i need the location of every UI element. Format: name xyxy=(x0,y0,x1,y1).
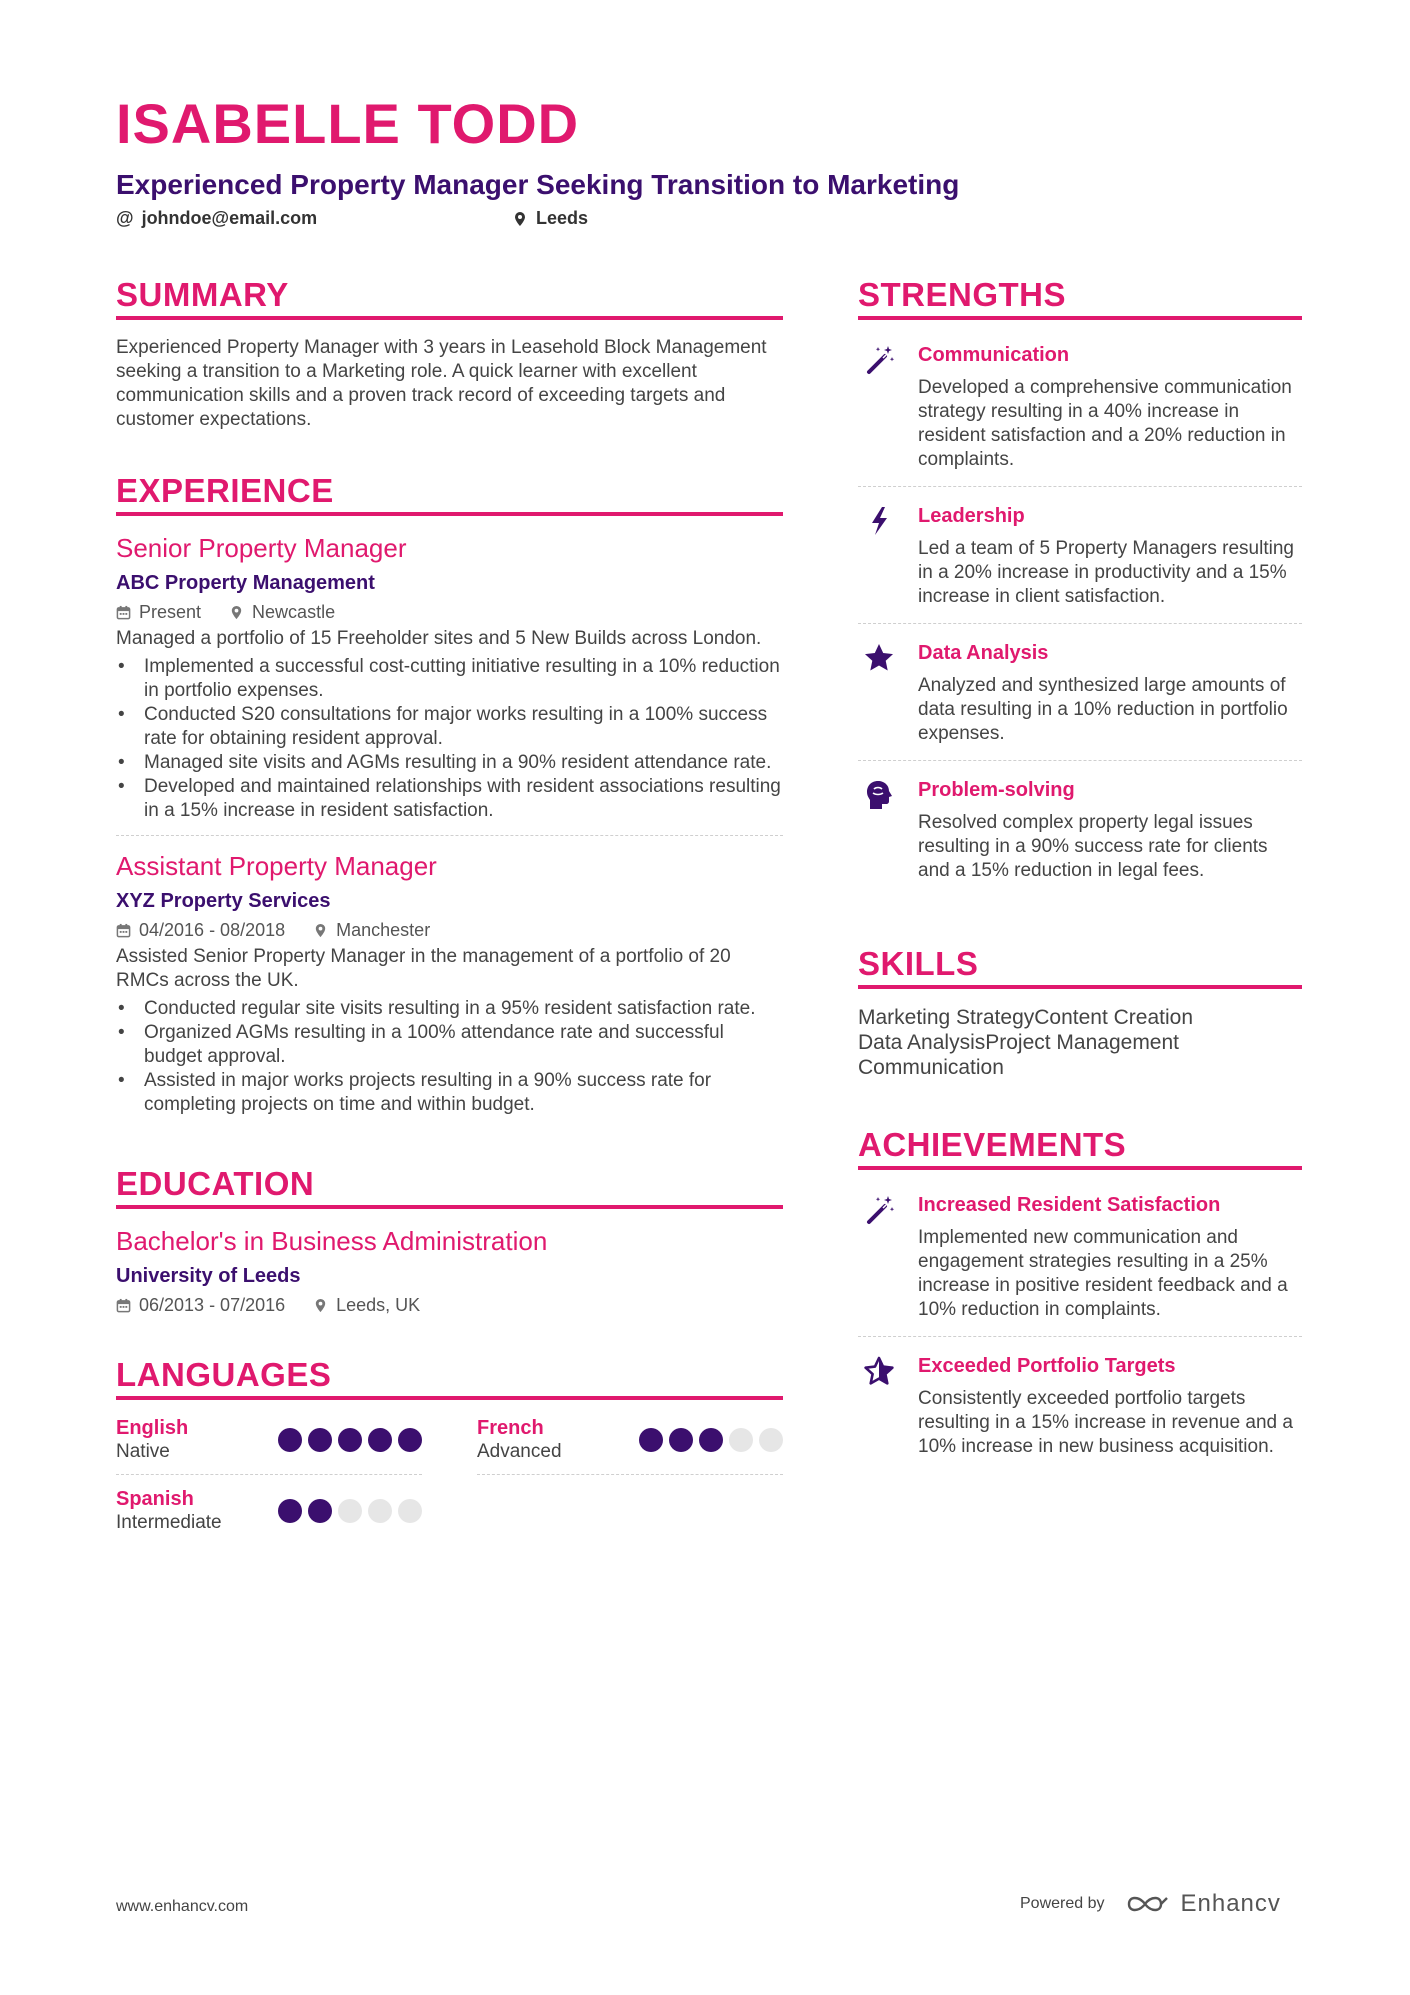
email-text: johndoe@email.com xyxy=(141,208,318,228)
rating-dot-empty xyxy=(398,1499,422,1523)
footer-branding xyxy=(1020,1890,1281,1918)
language-level: Native xyxy=(116,1440,170,1462)
experience-heading: EXPERIENCE xyxy=(116,472,783,516)
bullet-item: • Assisted in major works projects resulting in a 90% success rate for completing projects on time and within budget. xyxy=(116,1069,783,1117)
education-location-text: Leeds, UK xyxy=(336,1294,421,1315)
job-location xyxy=(313,920,430,941)
job-location-text: Newcastle xyxy=(252,601,336,622)
brand-logo[interactable] xyxy=(1125,1890,1281,1918)
job-description: Assisted Senior Property Manager in the management of a portfolio of 20 RMCs across the UK. xyxy=(116,945,731,991)
languages-heading: LANGUAGES xyxy=(116,1356,783,1400)
head-brain-icon xyxy=(863,779,895,811)
language-name: French xyxy=(477,1416,544,1439)
calendar-icon xyxy=(116,605,131,620)
skills-section xyxy=(858,945,1302,1080)
school-name: University of Leeds xyxy=(116,1264,301,1287)
at-icon: @ xyxy=(116,208,134,228)
education-dates-text: 06/2013 - 07/2016 xyxy=(139,1294,286,1315)
job-entry xyxy=(116,835,783,1129)
rating-dot-empty xyxy=(759,1428,783,1452)
language-item xyxy=(116,1487,422,1545)
brand-name: Enhancv xyxy=(1180,1890,1281,1917)
map-pin-icon xyxy=(313,1298,328,1313)
rating-dot-filled xyxy=(368,1428,392,1452)
degree-title: Bachelor's in Business Administration xyxy=(116,1225,548,1256)
strength-title: Data Analysis xyxy=(918,641,1049,664)
skills-line: Communication xyxy=(858,1055,1004,1079)
job-location xyxy=(229,602,335,623)
strength-item xyxy=(858,634,1302,761)
rating-dot-filled xyxy=(278,1428,302,1452)
achievements-heading: ACHIEVEMENTS xyxy=(858,1126,1302,1170)
bullet-item: • Conducted regular site visits resulting in a 95% resident satisfaction rate. xyxy=(116,997,783,1021)
footer-website[interactable]: www.enhancv.com xyxy=(116,1898,249,1915)
rating-dot-filled xyxy=(699,1428,723,1452)
language-name: English xyxy=(116,1416,189,1439)
map-pin-icon xyxy=(512,211,528,227)
rating-dot-empty xyxy=(729,1428,753,1452)
location-text: Leeds xyxy=(536,208,589,228)
language-level: Intermediate xyxy=(116,1511,222,1533)
language-rating xyxy=(278,1499,422,1523)
calendar-icon xyxy=(116,1298,131,1313)
rating-dot-empty xyxy=(338,1499,362,1523)
strength-title: Leadership xyxy=(918,504,1025,527)
job-bullets xyxy=(116,997,783,1117)
star-icon xyxy=(863,642,895,674)
education-heading: EDUCATION xyxy=(116,1165,783,1209)
skills-heading: SKILLS xyxy=(858,945,1302,989)
strength-item xyxy=(858,497,1302,624)
bullet-item: • Managed site visits and AGMs resulting in a 90% resident attendance rate. xyxy=(116,751,783,775)
calendar-icon xyxy=(116,923,131,938)
job-dates-text: Present xyxy=(139,601,202,622)
company-name: XYZ Property Services xyxy=(116,889,331,912)
strength-title: Communication xyxy=(918,343,1070,366)
education-dates xyxy=(116,1295,285,1316)
rating-dot-empty xyxy=(368,1499,392,1523)
rating-dot-filled xyxy=(398,1428,422,1452)
strength-item xyxy=(858,771,1302,897)
summary-text: Experienced Property Manager with 3 years in Leasehold Block Management seeking a transition to a Marketing role. A quick learner with excellent communication skills and a proven track record of exceeding targets and customer expectations. xyxy=(116,336,767,430)
job-meta xyxy=(116,602,783,623)
rating-dot-filled xyxy=(639,1428,663,1452)
rating-dot-filled xyxy=(278,1499,302,1523)
candidate-name: ISABELLE TODD xyxy=(116,92,580,155)
education-section xyxy=(116,1165,783,1316)
headline: Experienced Property Manager Seeking Transition to Marketing xyxy=(116,169,960,200)
achievement-item xyxy=(858,1347,1302,1473)
job-meta xyxy=(116,920,783,941)
job-title: Senior Property Manager xyxy=(116,532,407,563)
rating-dot-filled xyxy=(308,1428,332,1452)
education-location xyxy=(313,1295,420,1316)
skills-line: Data AnalysisProject Management xyxy=(858,1030,1179,1054)
job-bullets xyxy=(116,655,783,823)
left-column xyxy=(116,276,783,1585)
strength-description: Developed a comprehensive communication strategy resulting in a 40% increase in resident satisfaction and a 20% reduction in complaints. xyxy=(918,376,1292,470)
skills-line: Marketing StrategyContent Creation xyxy=(858,1005,1194,1029)
strength-description: Resolved complex property legal issues resulting in a 90% success rate for clients and a 15% reduction in legal fees. xyxy=(918,811,1268,881)
map-pin-icon xyxy=(313,923,328,938)
strengths-heading: STRENGTHS xyxy=(858,276,1302,320)
experience-section xyxy=(116,472,783,1129)
education-meta xyxy=(116,1295,783,1316)
achievements-section xyxy=(858,1126,1302,1473)
strength-title: Problem-solving xyxy=(918,778,1075,801)
job-dates xyxy=(116,602,201,623)
job-dates-text: 04/2016 - 08/2018 xyxy=(139,919,286,940)
magic-wand-icon xyxy=(863,344,895,376)
enhancv-logo-icon xyxy=(1125,1892,1171,1916)
strengths-section xyxy=(858,276,1302,897)
achievement-description: Consistently exceeded portfolio targets resulting in a 15% increase in revenue and a 10% increase in new business acquisition. xyxy=(918,1387,1293,1457)
job-description: Managed a portfolio of 15 Freeholder sites and 5 New Builds across London. xyxy=(116,627,762,649)
summary-heading: SUMMARY xyxy=(116,276,783,320)
achievement-description: Implemented new communication and engagement strategies resulting in a 25% increase in positive resident feedback and a 10% reduction in complaints. xyxy=(918,1226,1288,1320)
star-outline-icon xyxy=(863,1355,895,1387)
achievement-item xyxy=(858,1186,1302,1337)
language-rating xyxy=(278,1428,422,1452)
strength-item xyxy=(858,336,1302,487)
bullet-item: • Developed and maintained relationships with resident associations resulting in a 15% increase in resident satisfaction. xyxy=(116,775,783,823)
strength-description: Led a team of 5 Property Managers resulting in a 20% increase in productivity and a 15% increase in client satisfaction. xyxy=(918,537,1294,607)
job-location-text: Manchester xyxy=(336,919,431,940)
map-pin-icon xyxy=(229,605,244,620)
job-dates xyxy=(116,920,285,941)
languages-grid xyxy=(116,1416,783,1545)
language-item xyxy=(116,1416,422,1475)
powered-by-text: Powered by xyxy=(1020,1895,1105,1912)
bullet-item: • Implemented a successful cost-cutting initiative resulting in a 10% reduction in portfolio expenses. xyxy=(116,655,783,703)
rating-dot-filled xyxy=(338,1428,362,1452)
language-item xyxy=(477,1416,783,1475)
company-name: ABC Property Management xyxy=(116,571,375,594)
achievement-title: Exceeded Portfolio Targets xyxy=(918,1354,1176,1377)
summary-section xyxy=(116,276,783,432)
language-level: Advanced xyxy=(477,1440,562,1462)
job-title: Assistant Property Manager xyxy=(116,850,437,881)
magic-wand-icon xyxy=(863,1194,895,1226)
email-contact[interactable] xyxy=(116,208,317,229)
languages-section xyxy=(116,1356,783,1545)
language-name: Spanish xyxy=(116,1487,194,1510)
achievement-title: Increased Resident Satisfaction xyxy=(918,1193,1221,1216)
rating-dot-filled xyxy=(308,1499,332,1523)
strength-description: Analyzed and synthesized large amounts of data resulting in a 10% reduction in portfolio expenses. xyxy=(918,674,1288,744)
lightning-bolt-icon xyxy=(863,505,895,537)
rating-dot-filled xyxy=(669,1428,693,1452)
bullet-item: • Organized AGMs resulting in a 100% attendance rate and successful budget approval. xyxy=(116,1021,783,1069)
language-rating xyxy=(639,1428,783,1452)
bullet-item: • Conducted S20 consultations for major works resulting in a 100% success rate for obtaining resident approval. xyxy=(116,703,783,751)
job-entry xyxy=(116,532,783,835)
location-contact xyxy=(512,208,588,229)
right-column xyxy=(858,276,1302,1513)
